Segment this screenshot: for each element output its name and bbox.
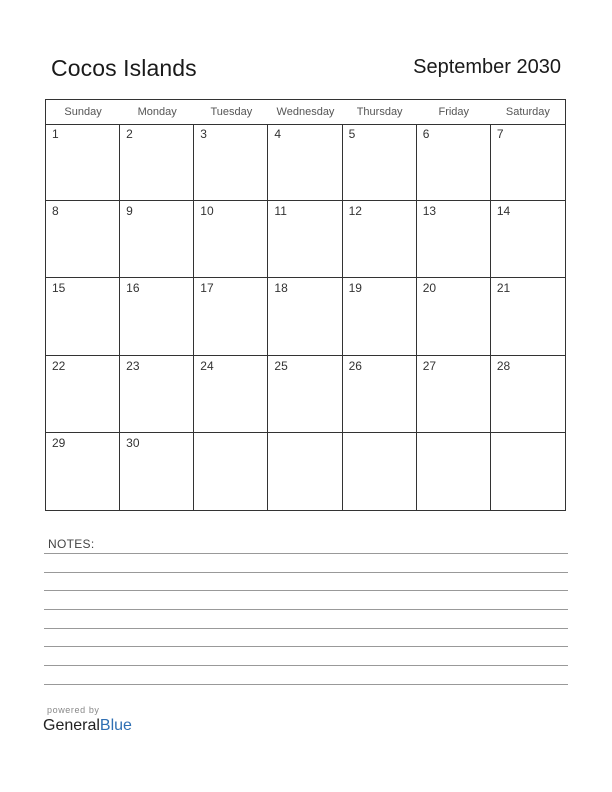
day-cell	[120, 124, 194, 201]
day-number: 8	[52, 204, 59, 219]
day-number: 25	[274, 358, 288, 373]
day-cell	[46, 356, 120, 433]
weekday-thursday: Thursday	[356, 106, 403, 118]
day-number: 5	[348, 127, 356, 141]
day-number: 26	[348, 358, 362, 373]
day-cell	[120, 201, 194, 278]
day-cell	[268, 433, 342, 510]
note-line	[44, 665, 568, 666]
day-cell	[120, 278, 194, 355]
note-line	[44, 590, 568, 591]
day-cell	[417, 124, 491, 201]
day-cell	[343, 278, 417, 355]
weekday-sunday: Sunday	[64, 106, 102, 118]
day-cell	[491, 278, 565, 355]
brand-general-text: General	[43, 717, 100, 734]
brand-blue-text: Blue	[99, 717, 132, 734]
calendar-region-title: Cocos Islands	[51, 55, 197, 81]
note-line	[44, 646, 568, 647]
day-number: 21	[496, 281, 511, 296]
day-number: 16	[126, 281, 140, 296]
day-cell	[120, 433, 194, 510]
day-number: 24	[200, 358, 214, 373]
weekday-wednesday: Wednesday	[276, 106, 335, 118]
day-number: 17	[200, 281, 214, 296]
day-cell	[194, 124, 268, 201]
day-number: 15	[52, 281, 66, 296]
day-number: 28	[496, 358, 511, 373]
day-cell	[417, 433, 491, 510]
day-cell	[343, 356, 417, 433]
note-line	[44, 628, 568, 629]
note-line	[44, 553, 568, 554]
day-cell	[491, 433, 565, 510]
day-number: 7	[496, 127, 504, 141]
day-number: 4	[274, 127, 282, 141]
weekday-friday: Friday	[438, 106, 470, 118]
day-cell	[194, 433, 268, 510]
day-cell	[343, 124, 417, 201]
day-number: 27	[422, 358, 437, 373]
day-cell	[491, 356, 565, 433]
day-cell	[268, 278, 342, 355]
day-number: 19	[348, 281, 362, 296]
day-number: 6	[422, 127, 430, 141]
day-cell	[194, 356, 268, 433]
day-cell	[491, 124, 565, 201]
weekday-saturday: Saturday	[505, 106, 550, 118]
day-number: 30	[126, 435, 140, 450]
day-number: 12	[348, 204, 362, 219]
day-cell	[343, 201, 417, 278]
note-line	[44, 684, 568, 685]
day-number: 11	[274, 204, 287, 219]
day-cell	[268, 124, 342, 201]
day-number: 2	[126, 127, 133, 141]
day-cell	[268, 356, 342, 433]
day-number: 20	[422, 281, 437, 296]
weekday-header-row	[46, 100, 565, 125]
powered-by-text: powered by	[47, 705, 100, 715]
day-number: 23	[126, 358, 140, 373]
weekday-tuesday: Tuesday	[210, 106, 253, 118]
day-number: 13	[422, 204, 437, 219]
day-number: 29	[52, 435, 66, 450]
day-cell	[46, 201, 120, 278]
day-cell	[491, 201, 565, 278]
day-number: 3	[200, 127, 207, 141]
day-cell	[417, 278, 491, 355]
month-calendar	[45, 99, 566, 511]
note-line	[44, 609, 568, 610]
day-cell	[417, 356, 491, 433]
day-cell	[268, 201, 342, 278]
day-number: 1	[52, 127, 59, 141]
day-cell	[194, 201, 268, 278]
day-number: 22	[52, 358, 66, 373]
day-number: 18	[274, 281, 288, 296]
notes-label: NOTES:	[48, 537, 95, 551]
day-cell	[343, 433, 417, 510]
day-cell	[417, 201, 491, 278]
day-cell	[46, 433, 120, 510]
weekday-monday: Monday	[137, 106, 177, 118]
day-cell	[194, 278, 268, 355]
note-line	[44, 572, 568, 573]
day-cell	[46, 124, 120, 201]
day-cell	[46, 278, 120, 355]
day-number: 10	[200, 204, 214, 219]
day-number: 9	[126, 204, 133, 219]
calendar-month-title: September 2030	[413, 56, 561, 78]
day-number: 14	[496, 204, 511, 219]
day-cell	[120, 356, 194, 433]
brand-logo	[43, 717, 132, 735]
day-grid	[46, 124, 565, 510]
